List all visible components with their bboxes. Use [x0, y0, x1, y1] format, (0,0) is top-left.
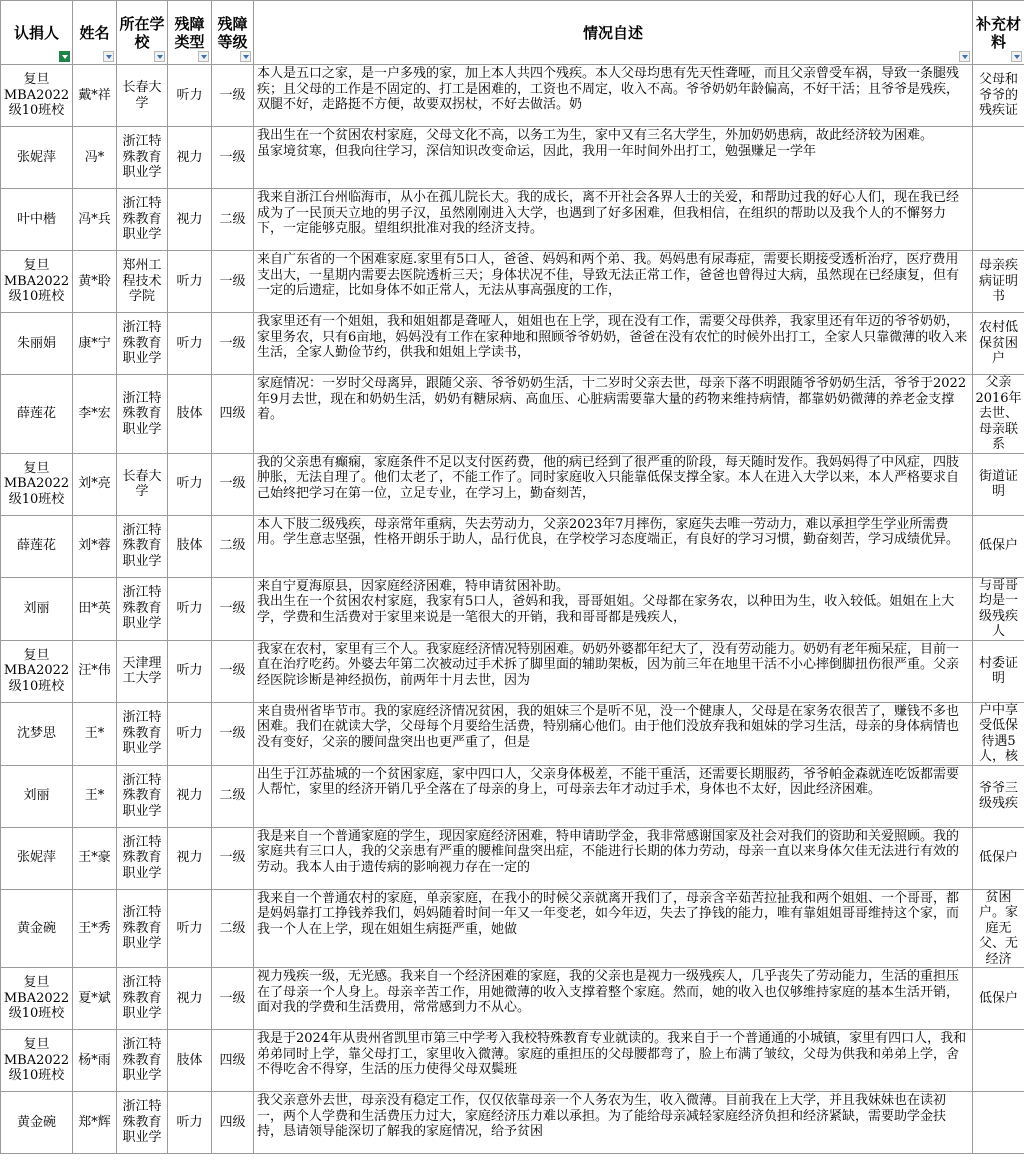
cell-disability-type[interactable] — [168, 1092, 212, 1154]
table-row[interactable] — [1, 577, 1024, 640]
cell-disability-type-text: 肢体 — [176, 538, 203, 554]
cell-supplementary-text: 户中享受低保待遇5人，核 — [978, 702, 1018, 764]
cell-disability-type[interactable] — [168, 65, 212, 127]
table-row[interactable] — [1, 968, 1024, 1030]
cell-disability-type-text: 视力 — [176, 149, 203, 165]
cell-disability-type[interactable] — [168, 577, 212, 640]
cell-donor[interactable] — [1, 1092, 73, 1154]
header-name — [73, 1, 117, 65]
cell-school[interactable] — [117, 702, 168, 765]
cell-statement-text: 我家里还有一个姐姐，我和姐姐都是聋哑人，姐姐也在上学，现在没有工作，需要父母供养，我家里还有年迈的爷爷奶奶，家里务农，只有6亩地，妈妈没有工作在家种地和照顾爷爷奶奶，爸爸在没有农忙的时候外出打工，全家人只靠微薄的收入来生活，全家人勤俭节约，供我和姐姐上学读书， — [257, 314, 968, 360]
cell-statement-text: 我出生在一个贫困农村家庭，父母文化不高，以务工为生，家中又有三名大学生，外加奶奶患病，故此经济较为困难。 虽家境贫寒，但我向往学习，深信知识改变命运，因此，我用一年时间外出打工，勉强赚足一学年 — [257, 128, 934, 159]
cell-name[interactable] — [73, 1030, 117, 1092]
cell-disability-type[interactable] — [168, 1030, 212, 1092]
cell-statement[interactable] — [254, 453, 973, 515]
cell-supplementary-text: 爷爷三级残疾 — [978, 780, 1018, 811]
cell-donor-text: 张妮萍 — [16, 850, 56, 866]
cell-supplementary[interactable] — [973, 1092, 1024, 1154]
cell-statement-text: 来自广东省的一个困难家庭.家里有5口人，爸爸、妈妈和两个弟、我。妈妈患有尿毒症，需要长期接受透析治疗，医疗费用支出大，一星期内需要去医院透析三天；身体状况不佳，导致无法正常工作，爸爸也曾得过大病，虽然现在已经康复，但有一定的后遗症，比如身体不如正常人，无法从事高强度的工作， — [257, 252, 960, 298]
cell-name-text: 冯* — [84, 149, 105, 165]
cell-school-text: 浙江特殊教育职业学 — [122, 772, 162, 819]
cell-statement-text: 我来自一个普通农村的家庭，单亲家庭，在我小的时候父亲就离开我们了，母亲含辛茹苦拉扯我和两个姐姐、一个哥哥，都是妈妈靠打工挣钱养我们，妈妈随着时间一年又一年变老，如今年迈，失去了挣钱的能力，唯有靠姐姐哥哥维持这个家，而我一个人在上学，现在姐姐生病挺严重，她做 — [257, 890, 960, 937]
cell-school[interactable] — [117, 313, 168, 375]
cell-donor[interactable] — [1, 189, 73, 251]
cell-school-text: 浙江特殊教育职业学 — [122, 134, 162, 181]
cell-disability-type[interactable] — [168, 127, 212, 189]
cell-supplementary[interactable] — [973, 313, 1024, 375]
cell-disability-type[interactable] — [168, 765, 212, 827]
cell-supplementary[interactable] — [973, 65, 1024, 127]
cell-school-text: 浙江特殊教育职业学 — [122, 834, 162, 881]
cell-supplementary-text: 父亲2016年去世、母亲联系 — [975, 375, 1022, 452]
cell-disability-type-text: 视力 — [176, 990, 203, 1006]
cell-disability-level-text: 二级 — [219, 538, 246, 554]
cell-name[interactable] — [73, 577, 117, 640]
table-row[interactable] — [1, 127, 1024, 189]
cell-statement[interactable] — [254, 189, 973, 251]
cell-statement-text: 我是于2024年从贵州省凯里市第三中学考入我校特殊教育专业就读的。我来自于一个普通通的小城镇，家里有四口人，我和弟弟同时上学，靠父母打工，家里收入微薄。家庭的重担压的父母腰都弯了，脸上布满了皱纹，父母为供我和弟弟上学，舍不得吃舍不得穿，生活的压力使得父母双鬓班 — [257, 1031, 967, 1077]
cell-disability-type[interactable] — [168, 251, 212, 313]
cell-statement[interactable] — [254, 640, 973, 702]
cell-donor[interactable] — [1, 702, 73, 765]
cell-disability-level-text: 一级 — [219, 476, 246, 492]
dropdown-arrow-icon[interactable] — [1011, 51, 1022, 62]
cell-disability-level[interactable] — [212, 313, 254, 375]
cell-disability-level-text: 一级 — [219, 335, 246, 351]
cell-name-text: 冯*兵 — [78, 211, 111, 227]
header-label: 所在学校 — [119, 14, 165, 51]
cell-name[interactable] — [73, 827, 117, 889]
cell-disability-type[interactable] — [168, 827, 212, 889]
cell-name[interactable] — [73, 640, 117, 702]
cell-school[interactable] — [117, 968, 168, 1030]
cell-donor-text: 复旦MBA2022级10班校 — [3, 1037, 70, 1084]
cell-disability-type[interactable] — [168, 640, 212, 702]
cell-disability-level-text: 一级 — [219, 87, 246, 103]
cell-disability-level[interactable] — [212, 765, 254, 827]
cell-supplementary[interactable] — [973, 827, 1024, 889]
cell-disability-level-text: 一级 — [219, 149, 246, 165]
cell-name-text: 田*英 — [78, 600, 111, 616]
table-row[interactable] — [1, 765, 1024, 827]
cell-supplementary-text: 与哥哥均是一级残疾人 — [978, 577, 1018, 639]
cell-disability-level[interactable] — [212, 640, 254, 702]
cell-disability-level[interactable] — [212, 189, 254, 251]
cell-name[interactable] — [73, 702, 117, 765]
cell-disability-type-text: 听力 — [176, 273, 203, 289]
cell-donor-text: 刘丽 — [23, 600, 50, 616]
cell-name[interactable] — [73, 251, 117, 313]
cell-disability-level-text: 一级 — [219, 725, 246, 741]
cell-donor-text: 复旦MBA2022级10班校 — [3, 460, 70, 507]
table-row[interactable] — [1, 640, 1024, 702]
cell-name-text: 汪*伟 — [78, 663, 111, 679]
cell-school[interactable] — [117, 889, 168, 968]
cell-disability-level[interactable] — [212, 968, 254, 1030]
header-label: 姓名 — [79, 23, 110, 42]
cell-supplementary-text: 农村低保贫困户 — [978, 320, 1018, 367]
cell-disability-level-text: 一级 — [219, 663, 246, 679]
cell-name[interactable] — [73, 968, 117, 1030]
cell-disability-level-text: 二级 — [219, 788, 246, 804]
cell-donor-text: 复旦MBA2022级10班校 — [3, 647, 70, 694]
cell-disability-level-text: 四级 — [219, 406, 246, 421]
cell-donor-text: 黄金碗 — [16, 1114, 56, 1130]
cell-name[interactable] — [73, 65, 117, 127]
cell-supplementary[interactable] — [973, 702, 1024, 765]
cell-name-text: 刘*亮 — [78, 476, 111, 492]
cell-school[interactable] — [117, 640, 168, 702]
cell-supplementary[interactable] — [973, 251, 1024, 313]
dropdown-arrow-icon[interactable] — [240, 51, 251, 62]
cell-supplementary[interactable] — [973, 968, 1024, 1030]
cell-disability-type-text: 听力 — [176, 335, 203, 351]
cell-disability-type[interactable] — [168, 313, 212, 375]
cell-donor[interactable] — [1, 515, 73, 577]
cell-statement-text: 本人下肢二级残疾，母亲常年重病，失去劳动力，父亲2023年7月摔伤，家庭失去唯一劳动力，难以承担学生学业所需费用。学生意志坚强，性格开朗乐于助人，品行优良，在学校学习态度端正，有良好的学习习惯，勤奋刻苦，学习成绩优异。 — [257, 516, 960, 547]
cell-donor-text: 张妮萍 — [16, 149, 56, 165]
cell-statement[interactable] — [254, 827, 973, 889]
cell-donor[interactable] — [1, 968, 73, 1030]
cell-name-text: 王*秀 — [78, 920, 111, 936]
cell-statement-text: 我是来自一个普通家庭的学生，现因家庭经济困难，特申请助学金，我非常感谢国家及社会对我们的资助和关爱照顾。我的家庭共有三口人，我的父亲患有严重的腰椎间盘突出症，不能进行长期的体力劳动，母亲一直以来身体欠佳无法进行有效的劳动。我本人由于遗传病的影响视力存在一定的 — [257, 828, 960, 875]
cell-school[interactable] — [117, 189, 168, 251]
cell-statement[interactable] — [254, 889, 973, 968]
cell-school-text: 浙江特殊教育职业学 — [122, 522, 162, 569]
cell-name[interactable] — [73, 375, 117, 454]
cell-disability-type-text: 视力 — [176, 211, 203, 227]
header-label: 残障等级 — [217, 14, 248, 51]
cell-statement[interactable] — [254, 375, 973, 454]
cell-school[interactable] — [117, 577, 168, 640]
cell-disability-level[interactable] — [212, 702, 254, 765]
cell-donor[interactable] — [1, 313, 73, 375]
dropdown-arrow-icon[interactable] — [959, 51, 970, 62]
cell-disability-level-text: 四级 — [219, 1052, 246, 1068]
header-statement — [254, 1, 973, 65]
cell-disability-level[interactable] — [212, 889, 254, 968]
cell-donor-text: 朱丽娟 — [16, 335, 56, 351]
cell-school-text: 浙江特殊教育职业学 — [122, 975, 162, 1022]
dropdown-arrow-icon[interactable] — [103, 51, 114, 62]
dropdown-arrow-icon[interactable] — [154, 51, 165, 62]
table-row[interactable] — [1, 1030, 1024, 1092]
cell-name-text: 杨*雨 — [78, 1052, 111, 1068]
cell-supplementary[interactable] — [973, 765, 1024, 827]
cell-school[interactable] — [117, 251, 168, 313]
cell-name[interactable] — [73, 313, 117, 375]
cell-statement[interactable] — [254, 251, 973, 313]
cell-name[interactable] — [73, 889, 117, 968]
filter-active-icon[interactable] — [59, 51, 70, 62]
cell-supplementary-text: 父母和爷爷的残疾证 — [978, 72, 1018, 119]
cell-disability-level[interactable] — [212, 453, 254, 515]
cell-name-text: 王* — [84, 725, 105, 741]
cell-statement[interactable] — [254, 577, 973, 640]
table-row[interactable] — [1, 515, 1024, 577]
cell-statement[interactable] — [254, 1030, 973, 1092]
table-row[interactable] — [1, 889, 1024, 968]
cell-supplementary-text: 街道证明 — [978, 468, 1018, 499]
cell-statement-text: 我父亲意外去世，母亲没有稳定工作，仅仅依靠母亲一个人务农为生，收入微薄。目前我在上大学，并且我妹妹也在读初一，两个人学费和生活费压力过大，家庭经济压力难以承担。为了能给母亲减轻家庭经济负担和经济紧缺，需要助学金扶持，恳请领导能深切了解我的家庭情况，给予贫困 — [257, 1093, 947, 1139]
cell-supplementary[interactable] — [973, 515, 1024, 577]
cell-school[interactable] — [117, 65, 168, 127]
header-label: 认捐人 — [13, 23, 59, 42]
cell-disability-level[interactable] — [212, 1092, 254, 1154]
cell-name-text: 夏*斌 — [78, 990, 111, 1006]
cell-disability-level[interactable] — [212, 577, 254, 640]
table-row[interactable] — [1, 65, 1024, 127]
cell-disability-level-text: 一级 — [219, 850, 246, 866]
header-row — [1, 1, 1024, 65]
cell-donor[interactable] — [1, 375, 73, 454]
cell-disability-type-text: 听力 — [176, 87, 203, 103]
table-row[interactable] — [1, 251, 1024, 313]
cell-donor-text: 沈梦思 — [16, 725, 56, 741]
cell-donor[interactable] — [1, 453, 73, 515]
cell-disability-type[interactable] — [168, 968, 212, 1030]
cell-donor[interactable] — [1, 65, 73, 127]
cell-name[interactable] — [73, 453, 117, 515]
cell-school-text: 浙江特殊教育职业学 — [122, 710, 162, 757]
cell-donor[interactable] — [1, 827, 73, 889]
cell-disability-level[interactable] — [212, 65, 254, 127]
cell-statement-text: 来自宁夏海原县，因家庭经济困难，特申请贫困补助。 我出生在一个贫困农村家庭，我家有5口人，爸妈和我，哥哥姐姐。父母都在家务农，以种田为生，收入较低。姐姐在上大学，学费和生活费对于家里来说是一笔很大的开销，我和哥哥都是残疾人， — [257, 578, 955, 625]
cell-disability-level-text: 二级 — [219, 920, 246, 936]
cell-statement[interactable] — [254, 515, 973, 577]
cell-name-text: 刘*蓉 — [78, 538, 111, 554]
cell-name[interactable] — [73, 127, 117, 189]
cell-school[interactable] — [117, 127, 168, 189]
cell-disability-type-text: 听力 — [176, 600, 203, 616]
cell-donor-text: 复旦MBA2022级10班校 — [3, 975, 70, 1022]
cell-supplementary[interactable] — [973, 1030, 1024, 1092]
table-row[interactable] — [1, 827, 1024, 889]
table-row[interactable] — [1, 375, 1024, 454]
cell-school[interactable] — [117, 375, 168, 454]
cell-school-text: 长春大学 — [122, 80, 162, 111]
cell-statement-text: 本人是五口之家，是一户多残的家，加上本人共四个残疾。本人父母均患有先天性聋哑，而且父亲曾受车祸，导致一条腿残疾；且父母的工作是不固定的、打工是困难的，工资也不周定，收入不高。爷爷奶奶年龄偏高，不好干活；且爷爷是残疾，双腿不好，走路挺不方便，故要双拐杖，不好去做活。奶 — [257, 66, 960, 112]
cell-supplementary[interactable] — [973, 640, 1024, 702]
cell-statement-text: 出生于江苏盐城的一个贫困家庭，家中四口人，父亲身体极差，不能干重活，还需要长期服药，爷爷帕金森就连吃饭都需要人帮忙，家里的经济开销几乎全落在了母亲的身上，可母亲去年才动过手术，身体也不太好，因此经济困难。 — [257, 766, 960, 797]
cell-disability-level-text: 一级 — [219, 990, 246, 1006]
cell-statement[interactable] — [254, 968, 973, 1030]
cell-name-text: 康*宁 — [78, 335, 111, 351]
cell-school[interactable] — [117, 453, 168, 515]
cell-disability-level[interactable] — [212, 251, 254, 313]
header-disability-level — [212, 1, 254, 65]
cell-supplementary-text: 母亲疾病证明书 — [978, 258, 1018, 305]
cell-name[interactable] — [73, 1092, 117, 1154]
header-label: 残障类型 — [174, 14, 205, 51]
cell-donor-text: 薛莲花 — [16, 406, 56, 421]
cell-name-text: 王*豪 — [78, 850, 111, 866]
header-school — [117, 1, 168, 65]
cell-supplementary-text: 低保户 — [978, 538, 1018, 554]
cell-name-text: 郑*辉 — [78, 1114, 111, 1130]
cell-statement[interactable] — [254, 313, 973, 375]
cell-statement[interactable] — [254, 1092, 973, 1154]
cell-supplementary-text: 低保户 — [978, 850, 1018, 866]
cell-school-text: 浙江特殊教育职业学 — [122, 585, 162, 632]
cell-disability-type-text: 听力 — [176, 476, 203, 492]
cell-disability-level[interactable] — [212, 515, 254, 577]
cell-disability-type-text: 听力 — [176, 663, 203, 679]
cell-name-text: 戴*祥 — [78, 87, 111, 103]
cell-disability-type[interactable] — [168, 453, 212, 515]
cell-disability-level[interactable] — [212, 127, 254, 189]
cell-statement-text: 我家在农村，家里有三个人。我家庭经济情况特别困难。奶奶外婆都年纪大了，没有劳动能力。奶奶有老年痴呆症，目前一直在治疗吃药。外婆去年第二次被动过手术拆了脚里面的辅助架板，因为前三年在地里干活不小心摔倒脚扭伤很严重。父亲经医院诊断是神经损伤，前两年十月去世，因为 — [257, 641, 960, 688]
cell-disability-level[interactable] — [212, 827, 254, 889]
cell-name-text: 黄*聆 — [78, 273, 111, 289]
cell-school[interactable] — [117, 765, 168, 827]
header-donor — [1, 1, 73, 65]
cell-supplementary[interactable] — [973, 127, 1024, 189]
cell-disability-level-text: 一级 — [219, 600, 246, 616]
header-disability-type — [168, 1, 212, 65]
header-label: 情况自述 — [582, 23, 643, 42]
cell-school-text: 郑州工程技术学院 — [122, 258, 162, 305]
table-row[interactable] — [1, 313, 1024, 375]
cell-donor[interactable] — [1, 127, 73, 189]
cell-disability-type[interactable] — [168, 375, 212, 454]
cell-statement-text: 视力残疾一级，无光感。我来自一个经济困难的家庭，我的父亲也是视力一级残疾人，几乎丧失了劳动能力，生活的重担压在了母亲一个人身上。母亲辛苦工作，用她微薄的收入支撑着整个家庭。然而，她的收入也仅够维持家庭的基本生活开销，面对我的学费和生活费用，常常感到力不从心。 — [257, 969, 960, 1015]
cell-disability-type[interactable] — [168, 515, 212, 577]
cell-disability-type-text: 视力 — [176, 850, 203, 866]
cell-supplementary-text: 村委证明 — [978, 655, 1018, 686]
cell-disability-level-text: 四级 — [219, 1114, 246, 1130]
cell-donor-text: 复旦MBA2022级10班校 — [3, 258, 70, 305]
cell-supplementary[interactable] — [973, 189, 1024, 251]
cell-school[interactable] — [117, 1092, 168, 1154]
cell-supplementary-text: 贫困户。家庭无父、无经济 — [978, 889, 1018, 967]
cell-school-text: 浙江特殊教育职业学 — [122, 1037, 162, 1084]
cell-supplementary[interactable] — [973, 577, 1024, 640]
cell-disability-type-text: 肢体 — [176, 406, 203, 421]
cell-disability-type[interactable] — [168, 702, 212, 765]
header-supplementary — [973, 1, 1024, 65]
cell-school-text: 浙江特殊教育职业学 — [122, 1099, 162, 1146]
cell-disability-level-text: 二级 — [219, 211, 246, 227]
cell-donor-text: 刘丽 — [23, 788, 50, 804]
cell-supplementary[interactable] — [973, 375, 1024, 454]
cell-school-text: 浙江特殊教育职业学 — [122, 905, 162, 951]
cell-school[interactable] — [117, 1030, 168, 1092]
cell-school-text: 浙江特殊教育职业学 — [122, 320, 162, 367]
cell-statement[interactable] — [254, 702, 973, 765]
cell-statement[interactable] — [254, 127, 973, 189]
cell-statement-text: 来自贵州省毕节市。我的家庭经济情况贫困，我的姐妹三个是听不见，没一个健康人，父母是在家务农很苦了，赚钱不多也困难。我们在就读大学，父母每个月要给生活费，特别痛心他们。由于他们没放弃我和姐妹的学习生活，母亲的身体病情也没有变好，父亲的腰间盘突出也更严重了，但是 — [257, 703, 960, 750]
cell-donor[interactable] — [1, 1030, 73, 1092]
cell-school-text: 浙江特殊教育职业学 — [122, 196, 162, 243]
cell-donor[interactable] — [1, 889, 73, 968]
cell-disability-level[interactable] — [212, 1030, 254, 1092]
cell-disability-type-text: 听力 — [176, 1114, 203, 1130]
cell-disability-type[interactable] — [168, 889, 212, 968]
cell-donor-text: 叶中楷 — [16, 211, 56, 227]
cell-statement[interactable] — [254, 65, 973, 127]
cell-name-text: 王* — [84, 788, 105, 804]
cell-name[interactable] — [73, 189, 117, 251]
cell-disability-type-text: 听力 — [176, 920, 203, 936]
cell-name[interactable] — [73, 515, 117, 577]
table-row[interactable] — [1, 453, 1024, 515]
cell-supplementary-text: 低保户 — [978, 990, 1018, 1006]
cell-donor-text: 复旦MBA2022级10班校 — [3, 72, 70, 119]
cell-statement-text: 家庭情况：一岁时父母离异，跟随父亲、爷爷奶奶生活，十二岁时父亲去世，母亲下落不明跟随爷爷奶奶生活，爷爷于2022年9月去世，现在和奶奶生活，奶奶有糖尿病、高血压、心脏病需要靠大量的药物来维持病情，都靠奶奶微薄的养老金支撑着。 — [257, 376, 967, 422]
cell-disability-type-text: 视力 — [176, 788, 203, 804]
cell-name[interactable] — [73, 765, 117, 827]
header-label: 补充材料 — [975, 14, 1021, 51]
cell-donor-text: 黄金碗 — [16, 920, 56, 936]
cell-disability-level[interactable] — [212, 375, 254, 454]
table-row[interactable] — [1, 189, 1024, 251]
cell-statement-text: 我的父亲患有癫痫，家庭条件不足以支付医药费，他的病已经到了很严重的阶段，每天随时发作。我妈妈得了中风症，四肢肿胀，无法自理了。他们太老了，不能工作了。同时家庭收入只能靠低保支撑全家。本人在进入大学以来，本人严格要求自己始终把学习在第一位，立足专业，在学习上，勤奋刻苦， — [257, 454, 960, 501]
table-row[interactable] — [1, 1092, 1024, 1154]
cell-statement[interactable] — [254, 765, 973, 827]
cell-school[interactable] — [117, 515, 168, 577]
cell-donor[interactable] — [1, 251, 73, 313]
cell-school-text: 长春大学 — [122, 468, 162, 499]
cell-statement-text: 我来自浙江台州临海市，从小在孤儿院长大。我的成长，离不开社会各界人士的关爱，和帮助过我的好心人们，现在我已经成为了一民顶天立地的男子汉，虽然刚刚进入大学，也遇到了好多困难，但我相信，在组织的帮助以及我个人的不懈努力下，一定能够克服。望组织批准对我的经济支持。 — [257, 190, 960, 236]
cell-donor[interactable] — [1, 765, 73, 827]
cell-disability-type-text: 肢体 — [176, 1052, 203, 1068]
dropdown-arrow-icon[interactable] — [198, 51, 209, 62]
cell-supplementary[interactable] — [973, 889, 1024, 968]
cell-disability-type-text: 听力 — [176, 725, 203, 741]
cell-school[interactable] — [117, 827, 168, 889]
cell-school-text: 浙江特殊教育职业学 — [122, 390, 162, 437]
cell-donor[interactable] — [1, 640, 73, 702]
cell-disability-level-text: 一级 — [219, 273, 246, 289]
cell-supplementary[interactable] — [973, 453, 1024, 515]
cell-disability-type[interactable] — [168, 189, 212, 251]
cell-donor[interactable] — [1, 577, 73, 640]
cell-name-text: 李*宏 — [78, 406, 111, 421]
cell-donor-text: 薛莲花 — [16, 538, 56, 554]
table-row[interactable] — [1, 702, 1024, 765]
cell-school-text: 天津理工大学 — [122, 655, 162, 686]
